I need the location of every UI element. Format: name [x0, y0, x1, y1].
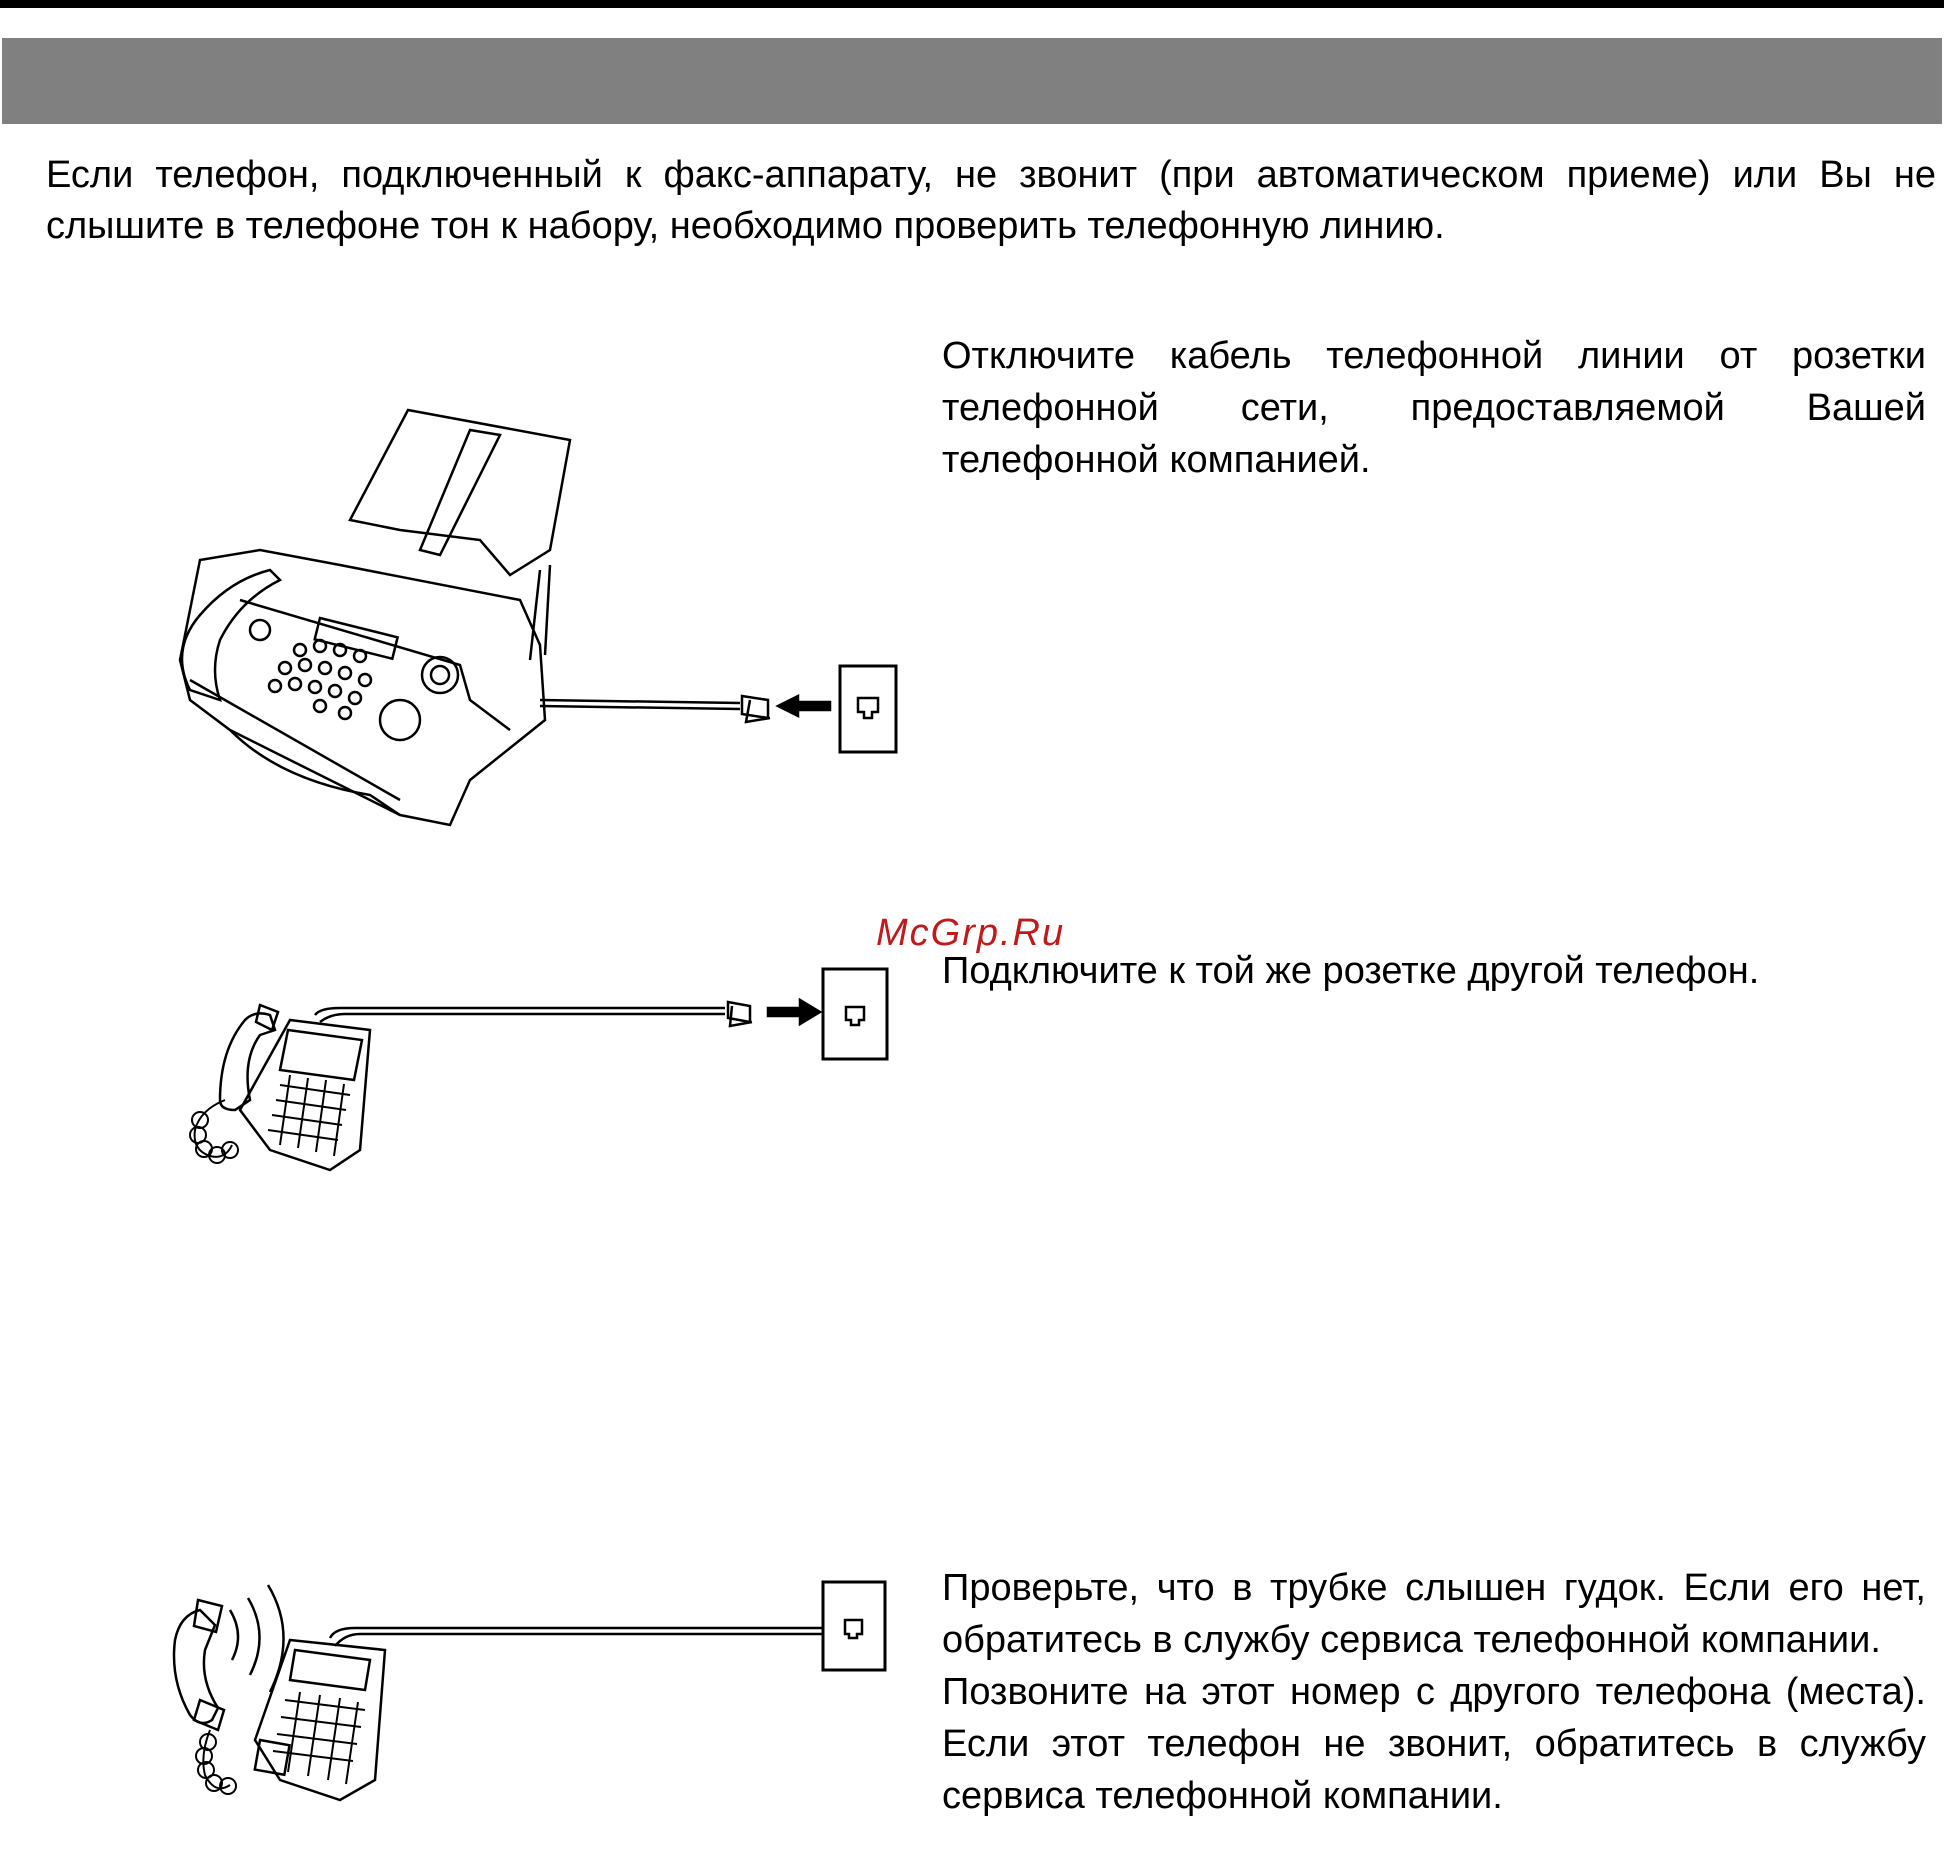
- step-3-text: [942, 1562, 1926, 1822]
- step-2-text: Подключите к той же розетке другой телефон.: [942, 950, 1760, 992]
- step-3-paragraph-1: Проверьте, что в трубке слышен гудок. Если его нет, обратитесь в службу сервиса телефонной компании.: [942, 1567, 1926, 1661]
- step-1-text: Отключите кабель телефонной линии от розетки телефонной сети, предоставляемой Вашей телефонной компанией.: [942, 335, 1926, 481]
- fax-machine-unplugged-icon: [170, 400, 910, 830]
- phone-plugging-icon: [180, 960, 900, 1180]
- intro-paragraph: Если телефон, подключенный к факс-аппарату, не звонит (при автоматическом приеме) или Вы не слышите в телефоне тон к набору, необходимо проверить телефонную линию.: [46, 154, 1936, 247]
- top-rule: [0, 0, 1944, 8]
- phone-handset-lifted-icon: [170, 1580, 890, 1810]
- section-header-bar: [2, 38, 1942, 124]
- watermark: McGrp.Ru: [876, 912, 1066, 954]
- step-3-paragraph-2: Позвоните на этот номер с другого телефона (места). Если этот телефон не звонит, обратитесь в службу сервиса телефонной компании.: [942, 1671, 1926, 1817]
